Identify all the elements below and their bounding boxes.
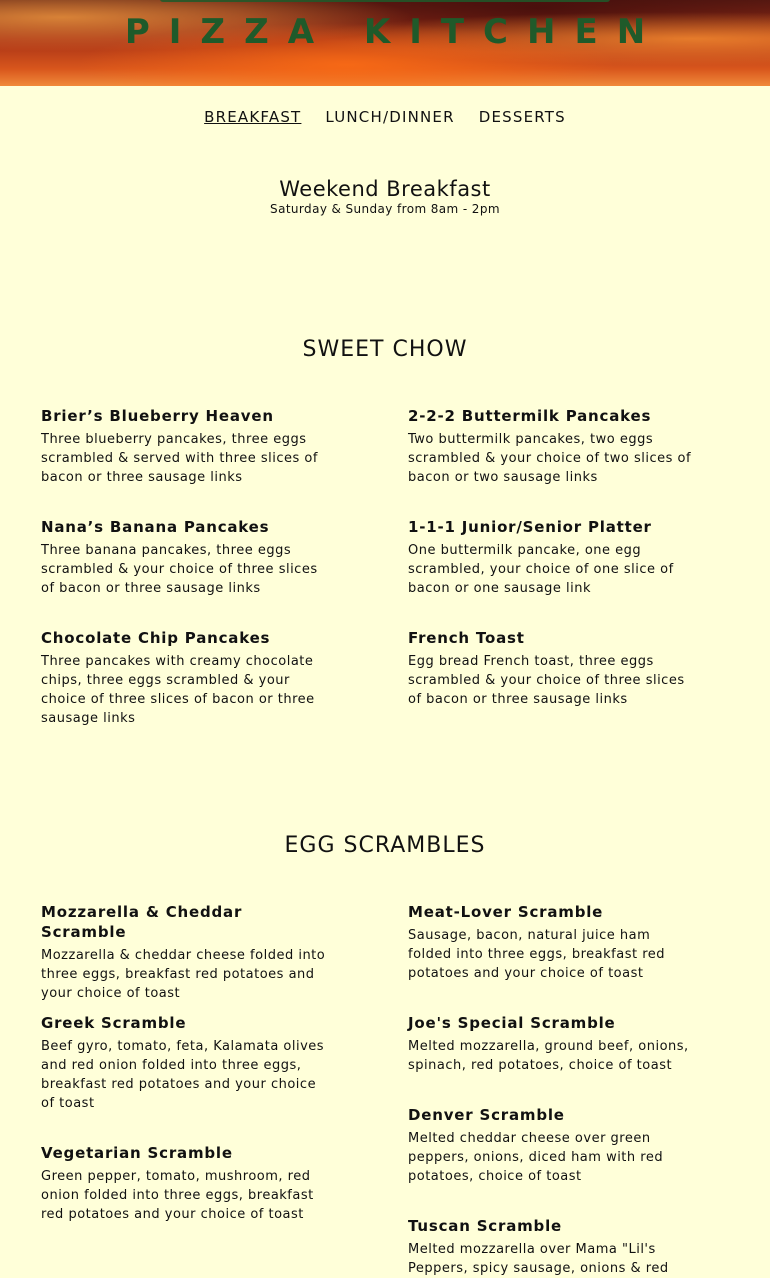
menu-nav [0, 108, 770, 126]
nav-lunch-dinner[interactable]: LUNCH/DINNER [325, 108, 455, 126]
nav-breakfast[interactable]: BREAKFAST [204, 108, 302, 126]
menu-item-name: Denver Scramble [408, 1106, 565, 1124]
menu-item-name: Mozzarella & Cheddar Scramble [41, 903, 243, 941]
menu-item-desc: Two buttermilk pancakes, two eggs scrambled & your choice of two slices of bacon or two sausage links [408, 432, 692, 485]
menu-item [408, 1105, 693, 1186]
menu-item-desc: Melted mozzarella, ground beef, onions, spinach, red potatoes, choice of toast [408, 1039, 689, 1073]
menu-item-desc: Three banana pancakes, three eggs scrambled & your choice of three slices of bacon or three sausage links [41, 543, 318, 596]
menu-item-desc: Melted mozzarella over Mama "Lil's Peppers, spicy sausage, onions & red [408, 1242, 669, 1276]
logo-wordmark-top [160, 0, 610, 2]
menu-item-desc: Three pancakes with creamy chocolate chips, three eggs scrambled & your choice of three slices of bacon or three sausage links [41, 654, 315, 726]
menu-item [41, 1013, 326, 1113]
section-title-sweet-chow: SWEET CHOW [302, 337, 468, 362]
menu-item-desc: One buttermilk pancake, one egg scrambled, your choice of one slice of bacon or one sausage link [408, 543, 674, 596]
menu-item-name: Chocolate Chip Pancakes [41, 629, 271, 647]
menu-item [408, 406, 693, 487]
menu-item [408, 517, 693, 598]
menu-item [408, 1013, 693, 1075]
menu-item-desc: Mozzarella & cheddar cheese folded into three eggs, breakfast red potatoes and your choice of toast [41, 948, 326, 1001]
header-banner [0, 0, 770, 86]
menu-item-name: Greek Scramble [41, 1014, 187, 1032]
menu-item-name: Meat-Lover Scramble [408, 903, 604, 921]
menu-item-desc: Egg bread French toast, three eggs scrambled & your choice of three slices of bacon or three sausage links [408, 654, 685, 707]
menu-item [408, 1216, 693, 1278]
menu-item-name: French Toast [408, 629, 525, 647]
menu-item [408, 628, 693, 709]
menu-item-name: Joe's Special Scramble [408, 1014, 616, 1032]
menu-item [41, 1143, 326, 1224]
menu-item [408, 902, 693, 983]
menu-item [41, 406, 326, 487]
menu-item-desc: Sausage, bacon, natural juice ham folded into three eggs, breakfast red potatoes and your choice of toast [408, 928, 666, 981]
page-subtitle: Saturday & Sunday from 8am - 2pm [270, 202, 500, 216]
menu-item-name: Brier’s Blueberry Heaven [41, 407, 274, 425]
menu-item [41, 628, 326, 728]
menu-item-desc: Green pepper, tomato, mushroom, red onion folded into three eggs, breakfast red potatoes and your choice of toast [41, 1169, 314, 1222]
menu-item [41, 517, 326, 598]
menu-item [41, 902, 326, 1003]
menu-item-desc: Melted cheddar cheese over green peppers, onions, diced ham with red potatoes, choice of toast [408, 1131, 664, 1184]
nav-desserts[interactable]: DESSERTS [478, 108, 566, 126]
page-title: Weekend Breakfast [279, 177, 491, 201]
menu-item-desc: Three blueberry pancakes, three eggs scrambled & served with three slices of bacon or three sausage links [41, 432, 318, 485]
menu-item-name: 1-1-1 Junior/Senior Platter [408, 518, 652, 536]
menu-item-name: Tuscan Scramble [408, 1217, 563, 1235]
section-title-egg-scrambles: EGG SCRAMBLES [284, 833, 486, 858]
menu-item-name: 2-2-2 Buttermilk Pancakes [408, 407, 652, 425]
menu-item-desc: Beef gyro, tomato, feta, Kalamata olives and red onion folded into three eggs, breakfast red potatoes and your choice of toast [41, 1039, 325, 1111]
menu-item-name: Vegetarian Scramble [41, 1144, 233, 1162]
menu-item-name: Nana’s Banana Pancakes [41, 518, 270, 536]
logo-subtitle: PIZZA KITCHEN [124, 12, 665, 52]
